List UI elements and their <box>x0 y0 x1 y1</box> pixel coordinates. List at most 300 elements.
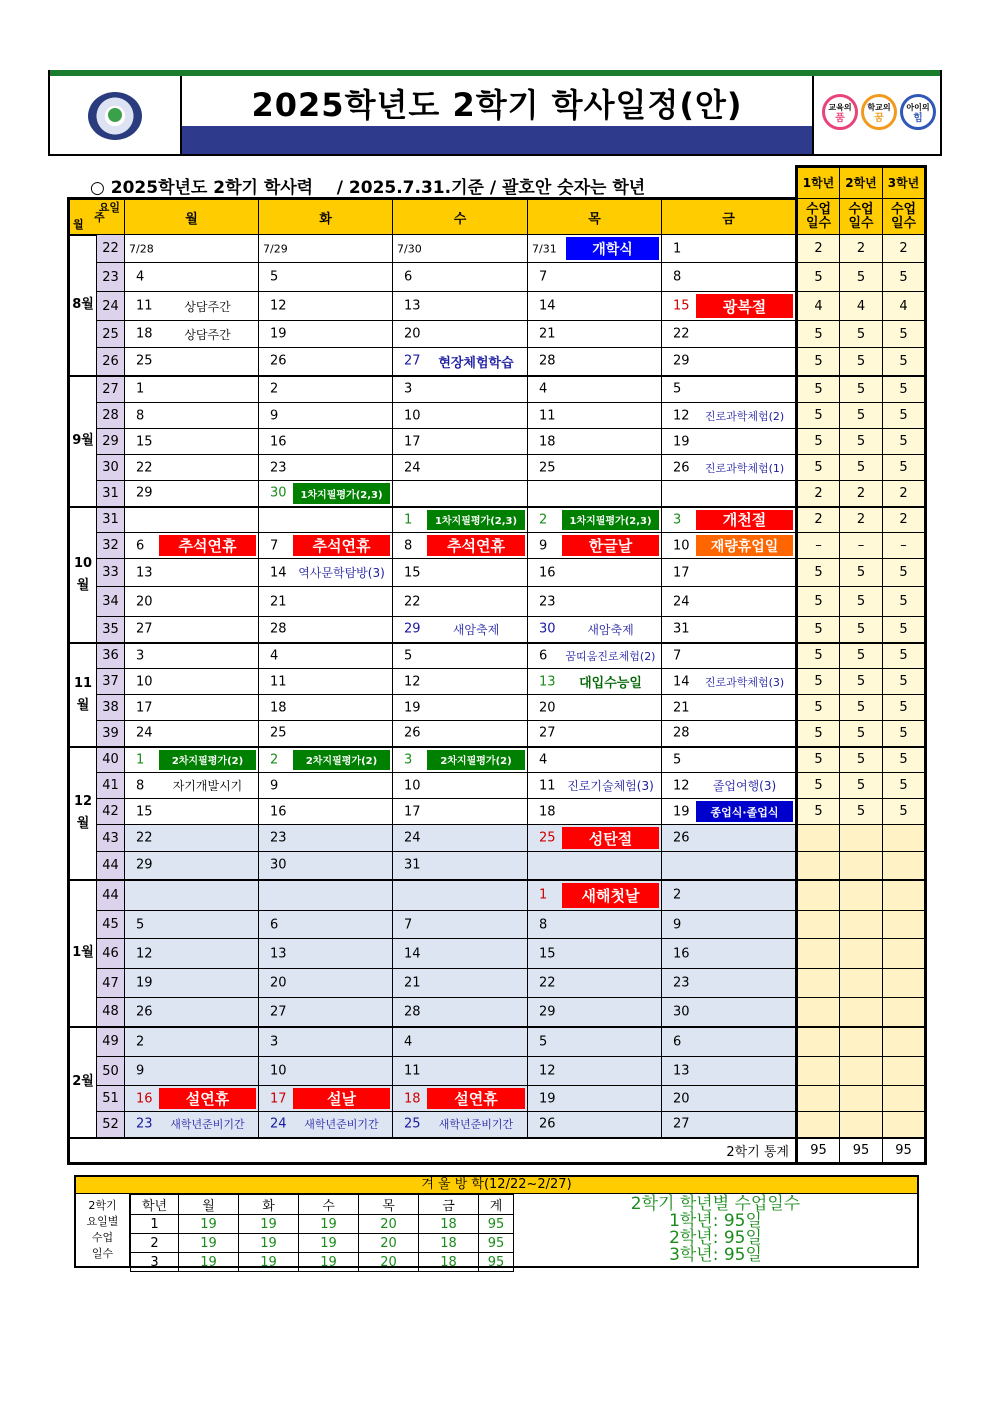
day-number: 20 <box>136 594 153 609</box>
day-number: 9 <box>673 917 682 932</box>
class-day-count: 2 <box>883 507 926 533</box>
day-cell <box>259 559 393 587</box>
day-number: 29 <box>136 857 153 873</box>
week-number: 47 <box>97 969 125 998</box>
week-number: 30 <box>97 455 125 481</box>
day-number: 16 <box>136 1091 153 1106</box>
class-day-count: 5 <box>840 263 883 292</box>
day-number: 3 <box>136 648 145 664</box>
event-label: 추석연휴 <box>427 535 525 556</box>
class-day-count: 5 <box>840 617 883 643</box>
day-cell <box>393 587 528 617</box>
day-cell <box>662 507 797 533</box>
class-day-count: 5 <box>883 617 926 643</box>
day-cell <box>125 617 259 643</box>
day-cell <box>393 1027 528 1057</box>
day-cell <box>125 695 259 721</box>
day-cell <box>125 643 259 669</box>
day-number: 8 <box>539 917 548 932</box>
day-cell <box>393 617 528 643</box>
day-cell <box>662 998 797 1027</box>
day-number: 19 <box>270 326 287 342</box>
day-cell <box>662 799 797 825</box>
event-label: 종업식·졸업식 <box>696 801 793 822</box>
calendar-subtitle: ○ 2025학년도 2학기 학사력 / 2025.7.31.기준 / 괄호안 숫자는 학년 <box>90 178 646 198</box>
class-day-count: 5 <box>797 773 840 799</box>
day-number: 30 <box>539 621 556 637</box>
day-cell <box>393 969 528 998</box>
day-cell <box>528 1086 662 1112</box>
week-number: 38 <box>97 695 125 721</box>
day-number: 3 <box>404 381 413 397</box>
motto-badges <box>812 76 940 154</box>
day-cell <box>125 852 259 880</box>
week-number: 52 <box>97 1112 125 1138</box>
class-day-count: 5 <box>840 747 883 773</box>
day-cell <box>125 969 259 998</box>
class-day-count: 5 <box>797 429 840 455</box>
class-day-count: 5 <box>883 263 926 292</box>
day-cell <box>528 825 662 852</box>
day-number: 12 <box>136 946 153 961</box>
day-cell <box>125 825 259 852</box>
day-number: 12 <box>539 1063 556 1079</box>
day-cell <box>125 403 259 429</box>
day-number: 12 <box>673 778 690 793</box>
stats-side-line: 일수 <box>91 1247 114 1260</box>
day-cell <box>125 1086 259 1112</box>
day-number: 7 <box>270 538 279 553</box>
motto-badge-icon <box>900 94 936 130</box>
day-cell <box>662 969 797 998</box>
day-number: 18 <box>539 804 556 819</box>
day-number: 1 <box>136 381 145 397</box>
summary-line: 1학년: 95일 <box>669 1211 762 1231</box>
stats-cell: 18 <box>419 1253 479 1272</box>
badge-line1: 학교의 <box>867 103 891 112</box>
week-number: 39 <box>97 721 125 747</box>
day-cell <box>662 1057 797 1086</box>
class-day-count: 5 <box>797 721 840 747</box>
class-day-count <box>840 825 883 852</box>
day-cell <box>393 321 528 348</box>
day-number: 13 <box>539 674 556 689</box>
event-label: 설연휴 <box>427 1088 525 1109</box>
day-number: 10 <box>404 778 421 793</box>
day-cell <box>259 617 393 643</box>
event-label: 한글날 <box>562 535 659 556</box>
day-number: 26 <box>136 1004 153 1020</box>
weekday-label: 요일 <box>98 201 120 214</box>
month-label-cell: 12월 <box>69 747 97 880</box>
class-day-count: 2 <box>840 235 883 263</box>
day-number: 5 <box>673 381 682 397</box>
day-header-2: 수 <box>393 199 528 235</box>
day-number: 15 <box>539 946 556 961</box>
class-day-count <box>883 911 926 939</box>
day-number: 11 <box>539 778 556 793</box>
class-day-count: 5 <box>840 669 883 695</box>
day-cell <box>662 263 797 292</box>
day-cell <box>259 348 393 376</box>
day-cell <box>528 969 662 998</box>
day-cell <box>259 455 393 481</box>
day-number: 6 <box>136 538 145 553</box>
class-day-count: 5 <box>840 376 883 403</box>
day-number: 23 <box>270 830 287 846</box>
day-cell <box>528 799 662 825</box>
day-number: 27 <box>539 725 556 741</box>
day-cell <box>662 587 797 617</box>
day-cell <box>528 507 662 533</box>
day-number: 16 <box>270 804 287 819</box>
day-number: 22 <box>136 460 153 475</box>
academic-calendar-table <box>67 165 927 1165</box>
week-number: 45 <box>97 911 125 939</box>
day-number: 28 <box>539 353 556 369</box>
event-label: 개학식 <box>566 237 659 260</box>
class-day-count <box>797 1086 840 1112</box>
week-number: 26 <box>97 348 125 376</box>
class-day-count <box>797 969 840 998</box>
day-number: 8 <box>136 408 145 423</box>
day-cell <box>259 911 393 939</box>
day-cell <box>662 825 797 852</box>
class-day-count: 5 <box>840 455 883 481</box>
day-cell <box>393 559 528 587</box>
day-number: 16 <box>539 565 556 580</box>
day-number: 6 <box>404 269 413 285</box>
class-day-count: 5 <box>797 587 840 617</box>
day-cell <box>125 939 259 969</box>
day-number: 13 <box>136 565 153 580</box>
day-cell <box>393 911 528 939</box>
day-cell <box>393 481 528 507</box>
class-day-count: 5 <box>797 376 840 403</box>
week-number: 25 <box>97 321 125 348</box>
day-cell <box>662 617 797 643</box>
month-label: 월 <box>73 217 84 231</box>
class-day-count <box>797 880 840 911</box>
day-cell <box>125 587 259 617</box>
day-number: 26 <box>404 725 421 741</box>
day-cell <box>393 455 528 481</box>
week-number: 31 <box>97 481 125 507</box>
day-number: 4 <box>136 269 145 285</box>
day-number: 28 <box>673 725 690 741</box>
day-cell <box>259 429 393 455</box>
day-number: 5 <box>673 752 682 768</box>
day-number: 25 <box>404 1116 421 1132</box>
class-day-count: 5 <box>883 695 926 721</box>
day-cell <box>259 939 393 969</box>
day-number: 30 <box>673 1004 690 1020</box>
day-number: 30 <box>270 485 287 501</box>
day-number: 17 <box>270 1091 287 1106</box>
day-number: 19 <box>673 804 690 819</box>
day-cell <box>259 969 393 998</box>
day-cell <box>259 587 393 617</box>
day-number: 23 <box>673 975 690 991</box>
class-day-count <box>797 911 840 939</box>
day-cell <box>662 721 797 747</box>
day-number: 22 <box>404 594 421 609</box>
week-number: 50 <box>97 1057 125 1086</box>
day-cell <box>528 695 662 721</box>
stats-cell: 3 <box>131 1253 179 1272</box>
day-number: 16 <box>673 946 690 961</box>
day-cell <box>125 1027 259 1057</box>
day-cell <box>528 617 662 643</box>
day-number: 25 <box>270 725 287 741</box>
class-day-count: 5 <box>883 429 926 455</box>
day-cell <box>393 998 528 1027</box>
week-number: 35 <box>97 617 125 643</box>
day-cell <box>528 321 662 348</box>
day-cell <box>662 559 797 587</box>
day-number: 29 <box>404 621 421 637</box>
month-label-cell: 2월 <box>69 1027 97 1138</box>
event-label: 대입수능일 <box>579 676 642 691</box>
day-number: 21 <box>270 594 287 609</box>
day-cell <box>259 533 393 559</box>
week-number: 44 <box>97 852 125 880</box>
class-day-count <box>797 939 840 969</box>
day-cell <box>393 292 528 321</box>
day-number: 13 <box>673 1063 690 1079</box>
class-day-count: 5 <box>797 747 840 773</box>
day-cell <box>393 1112 528 1138</box>
stats-column-header: 금 <box>419 1195 479 1215</box>
class-day-count <box>797 998 840 1027</box>
event-label: 설날 <box>293 1088 390 1109</box>
day-cell <box>662 1027 797 1057</box>
day-cell <box>393 852 528 880</box>
event-label: 새암축제 <box>587 622 634 637</box>
day-cell <box>125 559 259 587</box>
weekday-count-table <box>130 1194 514 1272</box>
day-cell <box>125 880 259 911</box>
day-number: 30 <box>270 857 287 873</box>
class-day-count: 5 <box>883 559 926 587</box>
grade-header-1: 1학년 <box>797 167 840 199</box>
day-number: 11 <box>270 674 287 689</box>
day-number: 25 <box>539 460 556 475</box>
day-cell <box>528 292 662 321</box>
class-day-count: 5 <box>797 403 840 429</box>
day-number: 13 <box>270 946 287 961</box>
event-label: 새학년준비기간 <box>170 1118 245 1132</box>
day-header-3: 목 <box>528 199 662 235</box>
header-top-bar <box>50 70 940 76</box>
title-underbar <box>182 126 812 154</box>
day-number: 17 <box>673 565 690 580</box>
day-cell <box>662 481 797 507</box>
day-cell <box>662 455 797 481</box>
class-day-count <box>840 1112 883 1138</box>
grade-subheader-line: 수업 <box>890 201 917 217</box>
day-number: 15 <box>673 298 690 314</box>
day-cell <box>393 403 528 429</box>
week-number: 32 <box>97 533 125 559</box>
winter-break-header: 겨 울 방 학(12/22~2/27) <box>76 1177 917 1194</box>
day-cell <box>393 880 528 911</box>
day-number: 9 <box>270 408 279 423</box>
day-number: 11 <box>539 408 556 423</box>
day-cell <box>662 747 797 773</box>
day-number: 19 <box>539 1091 556 1106</box>
day-number: 12 <box>673 408 690 423</box>
day-cell <box>393 721 528 747</box>
class-day-count: 2 <box>883 481 926 507</box>
day-cell <box>259 799 393 825</box>
class-day-count: 5 <box>883 455 926 481</box>
class-day-count: 5 <box>883 376 926 403</box>
week-number: 43 <box>97 825 125 852</box>
class-day-count: 4 <box>840 292 883 321</box>
class-day-count: 5 <box>883 747 926 773</box>
day-cell <box>259 880 393 911</box>
day-number: 18 <box>404 1091 421 1106</box>
day-number: 10 <box>404 408 421 423</box>
day-number: 4 <box>539 381 548 397</box>
day-cell <box>393 235 528 263</box>
day-number: 6 <box>539 648 548 664</box>
day-number: 15 <box>136 434 153 449</box>
class-day-count <box>840 852 883 880</box>
stats-side-line: 요일별 <box>86 1215 119 1228</box>
grade-header-3: 3학년 <box>883 167 926 199</box>
event-label: 꿈띠움진로체험(2) <box>565 649 656 663</box>
event-label: 진로과학체험(3) <box>704 675 785 689</box>
class-day-count: 5 <box>797 455 840 481</box>
stats-side-label <box>76 1194 130 1268</box>
stats-cell: 20 <box>359 1253 419 1272</box>
day-cell <box>528 403 662 429</box>
class-day-count: 5 <box>840 429 883 455</box>
class-day-count <box>883 880 926 911</box>
class-day-count <box>797 1027 840 1057</box>
event-label: 상담주간 <box>184 327 231 342</box>
class-day-count: 5 <box>840 643 883 669</box>
day-cell <box>662 292 797 321</box>
day-cell <box>662 852 797 880</box>
day-cell <box>528 1027 662 1057</box>
week-number: 42 <box>97 799 125 825</box>
event-label: 진로과학체험(2) <box>704 409 785 423</box>
day-number: 14 <box>270 565 287 580</box>
day-cell <box>125 747 259 773</box>
day-cell <box>662 773 797 799</box>
day-cell <box>662 880 797 911</box>
class-day-count <box>840 998 883 1027</box>
day-cell <box>662 235 797 263</box>
class-day-count: 5 <box>883 587 926 617</box>
stats-column-header: 계 <box>479 1195 514 1215</box>
class-day-count <box>883 1057 926 1086</box>
class-day-count <box>840 1057 883 1086</box>
day-number: 28 <box>404 1004 421 1020</box>
event-label: 1차지필평가(2,3) <box>427 510 525 531</box>
day-cell <box>528 348 662 376</box>
semester-total-label: 2학기 통계 <box>69 1138 797 1164</box>
week-number: 36 <box>97 643 125 669</box>
day-cell <box>662 1112 797 1138</box>
day-number: 9 <box>270 778 279 793</box>
day-cell <box>125 773 259 799</box>
class-day-count: 2 <box>840 481 883 507</box>
day-number: 29 <box>673 353 690 369</box>
stats-cell: 20 <box>359 1215 419 1234</box>
day-cell <box>259 669 393 695</box>
event-label: 진로기술체험(3) <box>567 779 654 793</box>
day-number: 15 <box>404 565 421 580</box>
day-number: 8 <box>136 778 145 793</box>
day-number: 17 <box>136 700 153 715</box>
day-number: 9 <box>136 1063 145 1079</box>
grade-subheader-2 <box>840 199 883 235</box>
day-cell <box>259 1112 393 1138</box>
day-cell <box>662 321 797 348</box>
day-number: 10 <box>136 674 153 689</box>
class-day-count: 5 <box>883 643 926 669</box>
class-day-count: 5 <box>797 695 840 721</box>
day-cell <box>528 263 662 292</box>
day-number: 18 <box>270 700 287 715</box>
day-number: 26 <box>270 353 287 369</box>
day-number: 20 <box>539 700 556 715</box>
day-number: 3 <box>404 752 413 768</box>
day-number: 2 <box>539 512 548 528</box>
stats-cell: 19 <box>179 1234 239 1253</box>
class-day-count <box>883 939 926 969</box>
event-label: 재량휴업일 <box>696 535 793 556</box>
day-cell <box>393 773 528 799</box>
class-day-count <box>797 852 840 880</box>
day-number: 24 <box>404 460 421 475</box>
day-header-0: 월 <box>125 199 259 235</box>
day-cell <box>528 773 662 799</box>
event-label: 2차지필평가(2) <box>427 750 525 771</box>
day-cell <box>125 235 259 263</box>
stats-cell: 18 <box>419 1215 479 1234</box>
month-label-cell: 10월 <box>69 507 97 643</box>
class-day-count: 5 <box>840 403 883 429</box>
day-number: 9 <box>539 538 548 553</box>
class-day-count <box>883 998 926 1027</box>
class-day-count: 4 <box>797 292 840 321</box>
day-number: 13 <box>404 298 421 314</box>
day-number: 20 <box>270 975 287 991</box>
class-day-count: 2 <box>797 481 840 507</box>
class-day-count <box>883 1112 926 1138</box>
day-number: 28 <box>270 621 287 637</box>
day-cell <box>393 825 528 852</box>
grade-subheader-1 <box>797 199 840 235</box>
day-cell <box>259 403 393 429</box>
class-day-count <box>883 1027 926 1057</box>
day-number: 7/30 <box>397 242 422 255</box>
day-number: 10 <box>673 538 690 553</box>
event-label: 2차지필평가(2) <box>293 750 390 771</box>
day-cell <box>259 263 393 292</box>
stats-cell: 19 <box>299 1253 359 1272</box>
day-cell <box>259 643 393 669</box>
event-label: 1차지필평가(2,3) <box>562 510 659 531</box>
day-cell <box>125 1057 259 1086</box>
day-cell <box>393 747 528 773</box>
day-cell <box>662 429 797 455</box>
